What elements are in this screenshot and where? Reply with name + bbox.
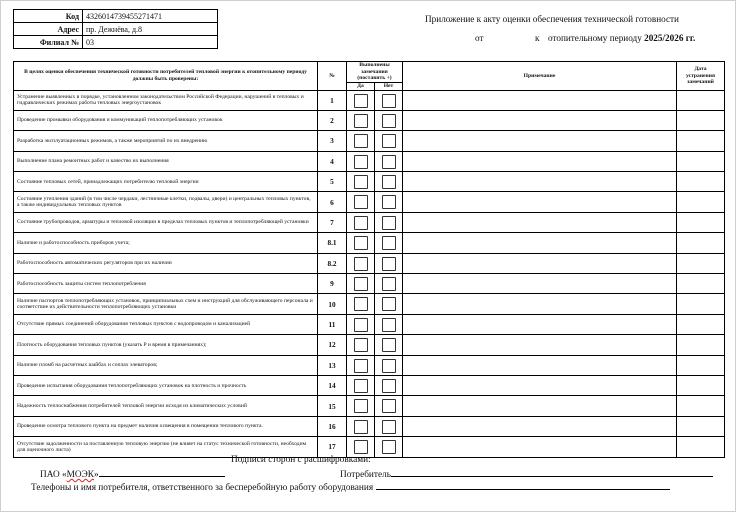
no-cell <box>375 212 403 232</box>
requirement-text: Наличие пломб на расчетных шайбах и соплах элеваторов; <box>14 355 318 375</box>
row-number: 8.2 <box>318 253 347 273</box>
period-year: 2025/2026 гг. <box>644 33 696 43</box>
yes-checkbox[interactable] <box>354 277 368 291</box>
code-value: 4326014739455271471 <box>83 10 218 23</box>
no-checkbox[interactable] <box>382 134 396 148</box>
requirement-text: Устранение выявленных в порядке, установленном законодательством Российской Федерации, нарушений в тепловых и гидравлических режимах работы тепловых энергоустановок <box>14 90 318 110</box>
no-checkbox[interactable] <box>382 399 396 413</box>
date-cell[interactable] <box>677 437 725 457</box>
no-checkbox[interactable] <box>382 94 396 108</box>
yes-checkbox[interactable] <box>354 216 368 230</box>
note-cell[interactable] <box>403 151 677 171</box>
no-checkbox[interactable] <box>382 195 396 209</box>
phones-line <box>31 480 670 495</box>
col-requirement-header: В целях оценки обеспечения технической готовности потребителей тепловой энергии к отопительному периоду должны быть проверены: <box>14 62 318 91</box>
note-cell[interactable] <box>403 314 677 334</box>
yes-checkbox[interactable] <box>354 175 368 189</box>
col-note-header: Примечание <box>403 62 677 91</box>
date-cell[interactable] <box>677 131 725 151</box>
no-checkbox[interactable] <box>382 297 396 311</box>
yes-cell <box>347 172 375 192</box>
company-prefix: ПАО « <box>40 470 67 480</box>
no-checkbox[interactable] <box>382 277 396 291</box>
yes-cell <box>347 335 375 355</box>
date-cell[interactable] <box>677 110 725 130</box>
requirement-text: Работоспособность автоматических регуляторов при их наличии <box>14 253 318 273</box>
yes-cell <box>347 314 375 334</box>
no-cell <box>375 437 403 457</box>
date-cell[interactable] <box>677 212 725 232</box>
requirement-text: Состояние тепловых сетей, принадлежащих потребителю тепловой энергии <box>14 172 318 192</box>
header-info-table <box>13 9 218 49</box>
company-suffix: » <box>93 470 99 480</box>
no-checkbox[interactable] <box>382 420 396 434</box>
yes-cell <box>347 274 375 294</box>
table-row <box>14 110 725 130</box>
no-cell <box>375 233 403 253</box>
requirement-text: Работоспособность защиты систем теплопотребления <box>14 274 318 294</box>
signatures-title: Подписи сторон с расшифровками: <box>231 455 371 465</box>
no-cell <box>375 416 403 436</box>
branch-label: Филиал № <box>14 36 83 49</box>
yes-checkbox[interactable] <box>354 359 368 373</box>
table-row <box>14 314 725 334</box>
row-number: 17 <box>318 437 347 457</box>
table-row <box>14 151 725 171</box>
yes-cell <box>347 355 375 375</box>
title-line: Приложение к акту оценки обеспечения технической готовности <box>425 14 679 24</box>
no-checkbox[interactable] <box>382 257 396 271</box>
no-cell <box>375 335 403 355</box>
row-number: 3 <box>318 131 347 151</box>
date-cell[interactable] <box>677 172 725 192</box>
table-row <box>14 396 725 416</box>
col-done-header: Выполнены замечания (поставить +) <box>347 62 403 83</box>
note-cell[interactable] <box>403 90 677 110</box>
yes-cell <box>347 110 375 130</box>
branch-value: 03 <box>83 36 218 49</box>
company-name: МОЭК <box>66 470 94 480</box>
table-row <box>14 375 725 395</box>
note-cell[interactable] <box>403 294 677 314</box>
table-row <box>14 416 725 436</box>
from-label: от <box>475 33 484 43</box>
col-date-header: Дата устранения замечаний <box>677 62 725 91</box>
no-checkbox[interactable] <box>382 175 396 189</box>
requirement-text: Состояние трубопроводов, арматуры и тепловой изоляции в пределах тепловых пунктов и теплопотребляющей установки <box>14 212 318 232</box>
no-cell <box>375 375 403 395</box>
no-cell <box>375 192 403 212</box>
consumer-label: Потребитель <box>340 470 391 480</box>
requirement-text: Проведение испытания оборудования теплопотребляющих установок на плотность и прочность <box>14 375 318 395</box>
no-cell <box>375 172 403 192</box>
table-row <box>14 233 725 253</box>
table-row <box>14 274 725 294</box>
note-cell[interactable] <box>403 416 677 436</box>
table-row <box>14 335 725 355</box>
yes-cell <box>347 192 375 212</box>
no-cell <box>375 294 403 314</box>
k-label: к <box>535 33 540 43</box>
table-row <box>14 253 725 273</box>
table-row <box>14 131 725 151</box>
note-cell[interactable] <box>403 253 677 273</box>
yes-checkbox[interactable] <box>354 94 368 108</box>
row-number: 2 <box>318 110 347 130</box>
no-cell <box>375 90 403 110</box>
date-cell[interactable] <box>677 375 725 395</box>
address-label: Адрес <box>14 23 83 36</box>
requirement-text: Отсутствие прямых соединений оборудования тепловых пунктов с водопроводом и канализацией <box>14 314 318 334</box>
col-no-header: Нет <box>375 82 403 90</box>
yes-checkbox[interactable] <box>354 134 368 148</box>
no-checkbox[interactable] <box>382 379 396 393</box>
date-cell[interactable] <box>677 274 725 294</box>
row-number: 6 <box>318 192 347 212</box>
note-cell[interactable] <box>403 355 677 375</box>
yes-cell <box>347 233 375 253</box>
row-number: 10 <box>318 294 347 314</box>
yes-cell <box>347 375 375 395</box>
no-cell <box>375 253 403 273</box>
date-cell[interactable] <box>677 416 725 436</box>
note-cell[interactable] <box>403 233 677 253</box>
yes-checkbox[interactable] <box>354 257 368 271</box>
yes-checkbox[interactable] <box>354 440 368 454</box>
row-number: 12 <box>318 335 347 355</box>
yes-checkbox[interactable] <box>354 114 368 128</box>
yes-cell <box>347 416 375 436</box>
note-cell[interactable] <box>403 274 677 294</box>
yes-checkbox[interactable] <box>354 318 368 332</box>
requirement-text: Отсутствие задолженности за поставленную тепловую энергию (не влияет на статус технической готовности, необходим для оценочного листа) <box>14 437 318 457</box>
col-yes-header: Да <box>347 82 375 90</box>
table-row <box>14 212 725 232</box>
date-cell[interactable] <box>677 192 725 212</box>
note-cell[interactable] <box>403 131 677 151</box>
note-cell[interactable] <box>403 335 677 355</box>
date-cell[interactable] <box>677 233 725 253</box>
date-cell[interactable] <box>677 151 725 171</box>
date-cell[interactable] <box>677 294 725 314</box>
col-num-header: № <box>318 62 347 91</box>
yes-checkbox[interactable] <box>354 155 368 169</box>
yes-checkbox[interactable] <box>354 195 368 209</box>
requirement-text: Проведение промывки оборудования и коммуникаций теплопотребляющих установок <box>14 110 318 130</box>
row-number: 5 <box>318 172 347 192</box>
no-checkbox[interactable] <box>382 236 396 250</box>
row-number: 7 <box>318 212 347 232</box>
no-checkbox[interactable] <box>382 155 396 169</box>
row-number: 9 <box>318 274 347 294</box>
note-cell[interactable] <box>403 110 677 130</box>
address-value: пр. Дежнёва, д.8 <box>83 23 218 36</box>
yes-cell <box>347 212 375 232</box>
no-checkbox[interactable] <box>382 318 396 332</box>
no-cell <box>375 396 403 416</box>
yes-checkbox[interactable] <box>354 236 368 250</box>
no-cell <box>375 274 403 294</box>
title-period-line <box>380 33 724 45</box>
yes-cell <box>347 151 375 171</box>
no-checkbox[interactable] <box>382 114 396 128</box>
period-text <box>548 33 695 43</box>
checklist-table <box>13 61 725 458</box>
yes-checkbox[interactable] <box>354 338 368 352</box>
document-title <box>380 14 724 45</box>
note-cell[interactable] <box>403 212 677 232</box>
period-word: отопительному периоду <box>548 33 642 43</box>
date-cell[interactable] <box>677 253 725 273</box>
date-cell[interactable] <box>677 396 725 416</box>
phones-input-line[interactable] <box>376 480 670 490</box>
requirement-text: Состояние утепления зданий (в том числе чердаки, лестничные клетки, подвалы, двери) и центральных тепловых пунктов, а также индивидуальных тепловых пунктов <box>14 192 318 212</box>
requirement-text: Наличие паспортов теплопотребляющих установок, принципиальных схем и инструкций для обслуживающего персонала и соответствие их действительности теплопотребляющих установки <box>14 294 318 314</box>
note-cell[interactable] <box>403 437 677 457</box>
no-cell <box>375 151 403 171</box>
row-number: 13 <box>318 355 347 375</box>
yes-cell <box>347 131 375 151</box>
table-row <box>14 172 725 192</box>
table-row <box>14 355 725 375</box>
no-cell <box>375 110 403 130</box>
requirement-text: Надежность теплоснабжения потребителей тепловой энергии исходя из климатических условий <box>14 396 318 416</box>
yes-checkbox[interactable] <box>354 297 368 311</box>
date-cell[interactable] <box>677 335 725 355</box>
note-cell[interactable] <box>403 172 677 192</box>
company-signature-line[interactable] <box>99 467 225 477</box>
no-checkbox[interactable] <box>382 216 396 230</box>
note-cell[interactable] <box>403 192 677 212</box>
no-cell <box>375 314 403 334</box>
requirement-text: Плотность оборудования тепловых пунктов (указать P и время в примечаниях); <box>14 335 318 355</box>
no-checkbox[interactable] <box>382 338 396 352</box>
row-number: 8.1 <box>318 233 347 253</box>
note-cell[interactable] <box>403 396 677 416</box>
no-cell <box>375 131 403 151</box>
yes-cell <box>347 253 375 273</box>
phones-label: Телефоны и имя потребителя, ответственного за бесперебойную работу оборудования <box>31 483 374 493</box>
yes-cell <box>347 90 375 110</box>
row-number: 15 <box>318 396 347 416</box>
no-checkbox[interactable] <box>382 359 396 373</box>
yes-checkbox[interactable] <box>354 420 368 434</box>
requirement-text: Разработка эксплуатационных режимов, а также мероприятий по их внедрению <box>14 131 318 151</box>
date-cell[interactable] <box>677 355 725 375</box>
requirement-text: Наличие и работоспособность приборов учета; <box>14 233 318 253</box>
row-number: 11 <box>318 314 347 334</box>
row-number: 4 <box>318 151 347 171</box>
date-cell[interactable] <box>677 314 725 334</box>
no-checkbox[interactable] <box>382 440 396 454</box>
note-cell[interactable] <box>403 375 677 395</box>
date-cell[interactable] <box>677 90 725 110</box>
row-number: 14 <box>318 375 347 395</box>
table-row <box>14 294 725 314</box>
row-number: 1 <box>318 90 347 110</box>
yes-checkbox[interactable] <box>354 399 368 413</box>
requirement-text: Проведение осмотра теплового пункта на предмет наличия освещения в помещении теплового пункта. <box>14 416 318 436</box>
table-row <box>14 90 725 110</box>
table-row <box>14 192 725 212</box>
no-cell <box>375 355 403 375</box>
code-label: Код <box>14 10 83 23</box>
row-number: 16 <box>318 416 347 436</box>
consumer-signature-line[interactable] <box>391 467 713 477</box>
requirement-text: Выполнение плана ремонтных работ и качество их выполнения <box>14 151 318 171</box>
yes-checkbox[interactable] <box>354 379 368 393</box>
yes-cell <box>347 294 375 314</box>
yes-cell <box>347 396 375 416</box>
